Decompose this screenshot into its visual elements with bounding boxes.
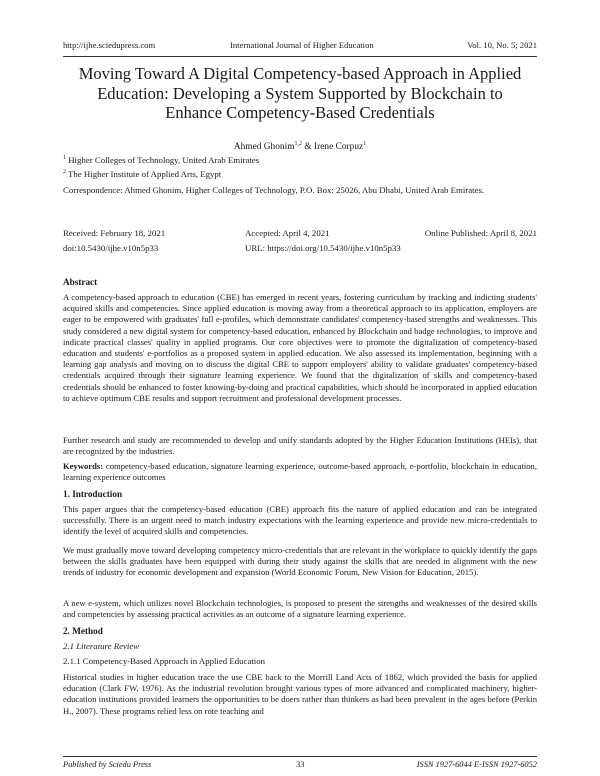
issn: ISSN 1927-6044 E-ISSN 1927-6052: [416, 760, 537, 769]
correspondence: Correspondence: Ahmed Ghonim, Higher Colleges of Technology, P.O. Box: 25026, Abu Dhabi, United Arab Emirates.: [63, 185, 485, 195]
abstract-paragraph-2: Further research and study are recommended to develop and unify standards adopted by the Higher Education Institutions (HEIs), that are recognized by the industries.: [63, 435, 537, 457]
method-heading: 2. Method: [63, 626, 103, 636]
affiliation-2-text: The Higher Institute of Applied Arts, Egypt: [68, 169, 222, 179]
author-2-affiliation-marker: 1: [363, 141, 367, 147]
keywords: [63, 461, 537, 483]
introduction-paragraph-2: We must gradually move toward developing competency micro-credentials that are relevant in the workplace to quickly identify the gaps between the skills graduates have been equipped with during their study against the skills that are needed in alignment with the new trends of industry for economic development and expansion (World Economic Forum, New Vision for Education, 2015).: [63, 545, 537, 578]
paper-title: Moving Toward A Digital Competency-based Approach in Applied Education: Developing a System Supported by Blockchain to Enhance Competency-Based Credentials: [78, 64, 522, 122]
affiliation-1-marker: 1: [63, 155, 66, 162]
introduction-paragraph-3: A new e-system, which utilizes novel Blockchain technologies, is proposed to present the strengths and weaknesses of the desired skills and competencies by assessing practical activities as an outcome of a signature learning experience.: [63, 598, 537, 620]
abstract-heading: Abstract: [63, 277, 98, 287]
received-date: Received: February 18, 2021: [63, 228, 166, 238]
journal-website-link[interactable]: http://ijhe.sciedupress.com: [63, 40, 156, 50]
keywords-label: Keywords:: [63, 461, 104, 471]
doi: doi:10.5430/ijhe.v10n5p33: [63, 243, 159, 253]
affiliation-2-marker: 2: [63, 169, 66, 176]
published-date: Online Published: April 8, 2021: [424, 228, 537, 238]
introduction-paragraph-1: This paper argues that the competency-based education (CBE) approach fits the nature of applied education and can be integrated successfully. There is an urgent need to match industry expectations with the learning experience and provide new micro-credentials to identify the level of acquired skills and competencies.: [63, 504, 537, 537]
page-number: 33: [296, 760, 305, 769]
volume-info: Vol. 10, No. 5; 2021: [467, 40, 537, 50]
author-1: Ahmed Ghonim: [233, 142, 295, 153]
publisher: Published by Sciedu Press: [63, 760, 152, 769]
header-rule: [63, 56, 537, 57]
affiliation-1: [63, 155, 259, 165]
author-separator: &: [304, 142, 312, 153]
keywords-text: competency-based education, signature learning experience, outcome-based approach, e-portfolio, blockchain in education, learning experience outcomes: [63, 461, 537, 483]
author-2: Irene Corpuz: [313, 142, 364, 153]
literature-review-heading: 2.1 Literature Review: [63, 641, 140, 651]
journal-name: International Journal of Higher Education: [230, 40, 374, 50]
cba-paragraph-1: Historical studies in higher education trace the use CBE back to the Morrill Land Acts of 1862, which provided the basis for applied education (Clark FW, 1976). As the industrial revolution brought various types of more advanced and complicated machinery, higher-education institutions provided learners the opportunities to be doers rather than thinkers as had been prevalent in the ages before (Perkin H., 2007). These programs relied less on rote teaching and: [63, 672, 537, 716]
author-line: [0, 141, 600, 152]
cba-subsection-heading: 2.1.1 Competency-Based Approach in Applied Education: [63, 656, 266, 666]
running-header: [63, 40, 537, 54]
doi-url-link[interactable]: URL: https://doi.org/10.5430/ijhe.v10n5p33: [245, 243, 401, 253]
accepted-date: Accepted: April 4, 2021: [245, 228, 330, 238]
author-1-affiliation-marker: 1,2: [294, 141, 302, 147]
affiliation-2: [63, 169, 221, 179]
abstract-paragraph-1: A competency-based approach to education (CBE) has emerged in recent years, fostering curriculum by tracking and indicting students' acquired skills and competencies. Since applied education is moving away from a theoretical approach to its application, employers are eager to be empowered with graduates' full e-profiles, which demonstrate candidates' competency-based strengths and weaknesses. This study considered a new digital system for competency-based education, enhanced by Blockchain and badge technologies, to improve and indicate practical classes' quality in applied programs. Our core objectives were to promote the digitalization of competency-based education and students' e-portfolios as a proposed system in applied education. We also assessed its implementation, beginning with a learning gap analysis and moving on to discuss the digital CBE to support employers' ability to validate graduates' competency-based credentials acquired through their signature learning experience. We found that the digitalization of skills and competency-based credentials should be enhanced to foster knowing-by-doing and practical capabilities, which should be incorporated in applied education to achieve optimum CBE results and support recruitment and professional development processes.: [63, 292, 537, 403]
affiliation-1-text: Higher Colleges of Technology, United Arab Emirates: [68, 155, 260, 165]
footer-rule: [63, 756, 537, 757]
introduction-heading: 1. Introduction: [63, 489, 123, 499]
